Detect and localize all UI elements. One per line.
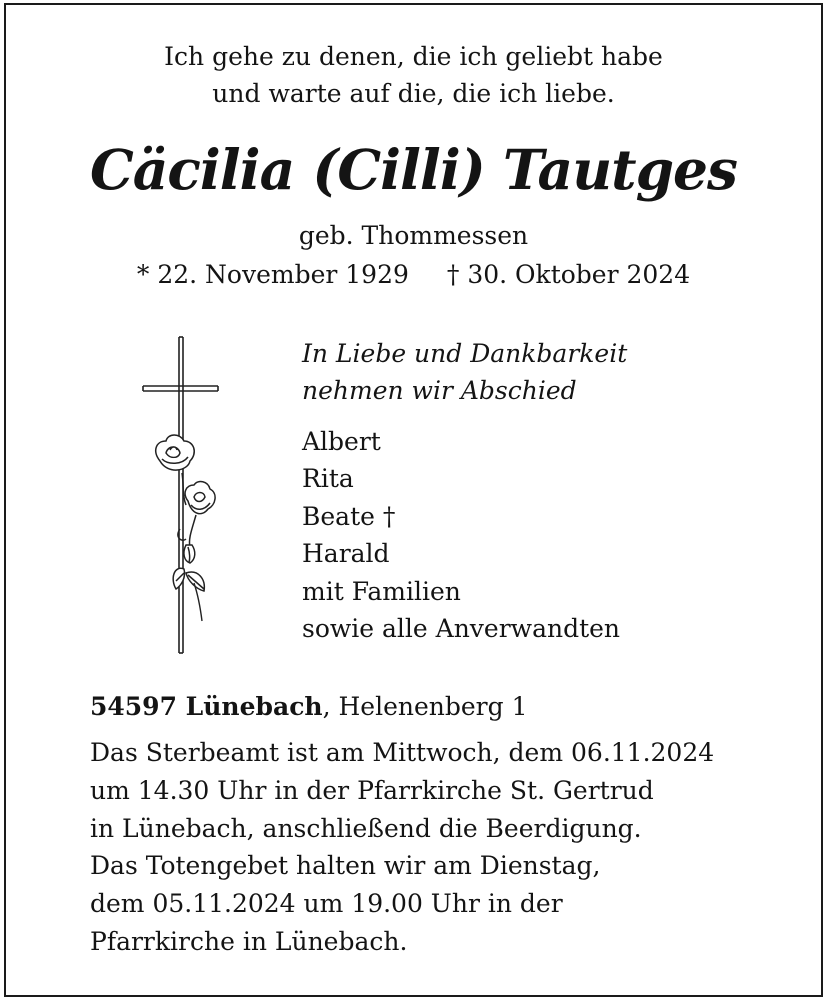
mourner: Rita xyxy=(302,464,354,494)
motto xyxy=(0,38,827,112)
death-date: † 30. Oktober 2024 xyxy=(446,260,691,289)
service-details xyxy=(90,734,714,961)
cross-with-roses-icon xyxy=(138,333,228,658)
address xyxy=(90,689,527,725)
service-line: Das Sterbeamt ist am Mittwoch, dem 06.11.2024 xyxy=(90,738,715,767)
address-city: 54597 Lünebach xyxy=(90,692,323,721)
deceased-name: Cäcilia (Cilli) Tautges xyxy=(89,137,738,202)
mourner: Albert xyxy=(302,427,381,456)
service-line: in Lünebach, anschließend die Beerdigung. xyxy=(90,813,642,843)
mourner: Harald xyxy=(302,539,390,569)
birth-date: * 22. November 1929 xyxy=(136,260,409,289)
mourners-list xyxy=(302,423,620,647)
life-dates xyxy=(0,255,827,295)
service-line: Das Totengebet halten wir am Dienstag, xyxy=(90,851,601,881)
farewell-line: In Liebe und Dankbarkeit xyxy=(302,339,628,368)
service-line: um 14.30 Uhr in der Pfarrkirche St. Gertrud xyxy=(90,775,654,805)
motto-line: und warte auf die, die ich liebe. xyxy=(212,79,615,108)
motto-line: Ich gehe zu denen, die ich geliebt habe xyxy=(164,42,663,71)
mourner: Beate † xyxy=(302,501,396,531)
mourner: mit Familien xyxy=(302,576,461,606)
mourner: sowie alle Anverwandten xyxy=(302,614,621,644)
address-street: , Helenenberg 1 xyxy=(322,692,528,721)
maiden-name: geb. Thommessen xyxy=(298,221,529,250)
service-line: dem 05.11.2024 um 19.00 Uhr in der xyxy=(90,889,563,919)
service-line: Pfarrkirche in Lünebach. xyxy=(90,926,408,956)
farewell-line: nehmen wir Abschied xyxy=(302,376,577,405)
farewell-text xyxy=(302,335,627,409)
